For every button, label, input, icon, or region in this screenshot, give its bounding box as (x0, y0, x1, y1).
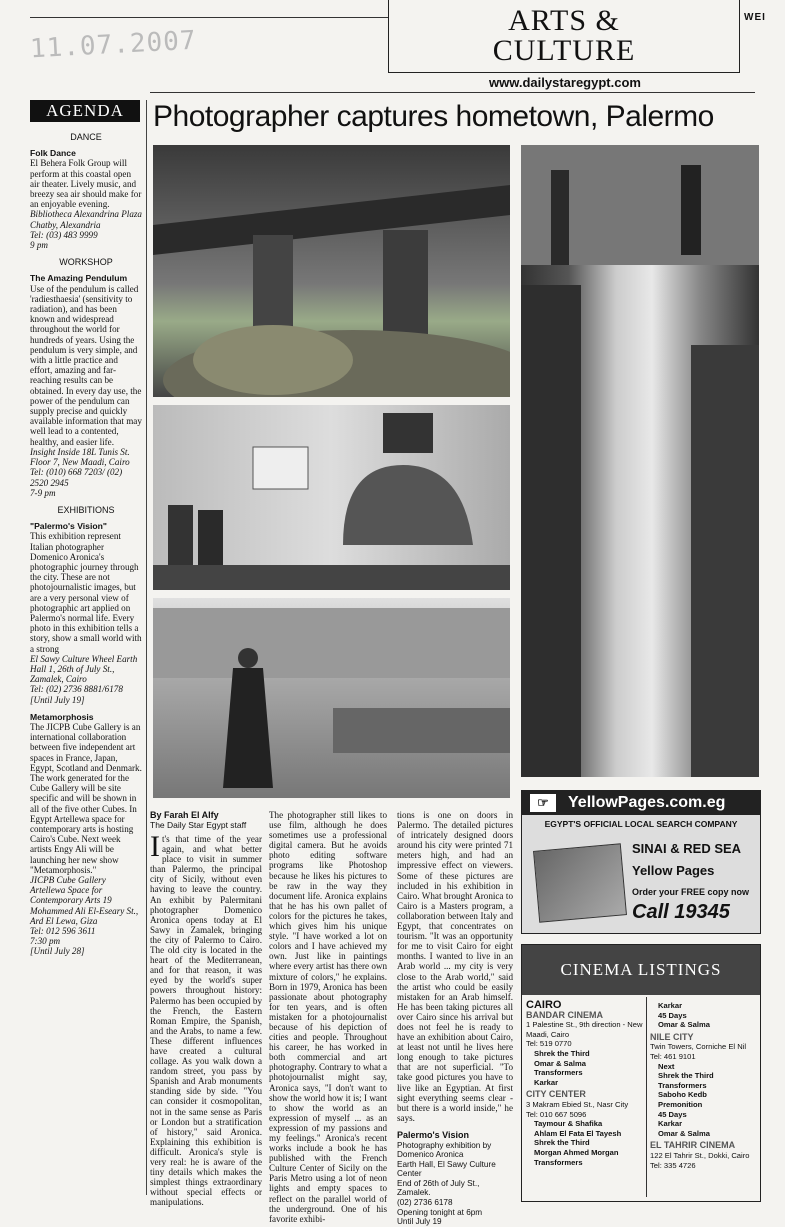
event-body: The JICPB Cube Gallery is an international collaboration between five independent art spaces in France, Japan, Egypt, Scotland and Denmark. The work generated for the Cube Gallery will be site specific and will be shown in all of the five other Cubes. In Egypt Artellewa space for contemporary arts is hosting Cairo's Cube. Next week artists Engy Ali will be launching her new show "Metamorphosis." (30, 721, 142, 875)
cinema-address: Twin Towers, Corniche El Nil (650, 1042, 747, 1052)
cinema-tel: Tel: 335 4726 (650, 1160, 696, 1170)
film-title: Next (658, 1061, 675, 1071)
byline-staff: The Daily Star Egypt staff (150, 820, 247, 830)
article-text: tions is one on doors in Palermo. The detailed pictures of intricately designed doors around his city were printed 71 meters high, and had an impressive effect on viewers. Some of these pictures are included in his exhibition in Cairo. What brought Aronica to Cairo is a Masters program, a collaboration between Italy and Egypt, that concentrates on tourism. "It was an opportunity for me to visit Cairo for eight months. I wanted to live in an Arab world ... my city is very close to the Arab world," said the artist who could be easily mistaken for an Arab himself. He has been taking pictures all over Cairo since his arrival but does not feel he is ready to have an exhibition about Cairo, at least not until he lives here long enough to take pictures that are not superficial. "To take good pictures you have to live like an Egyptian. At first sight everything seems clear - but there is a world inside," he says. (397, 810, 513, 1123)
film-title: Shrek the Third (658, 1071, 714, 1081)
photo-market (153, 145, 510, 397)
agenda-section-dance: DANCE (70, 132, 102, 142)
film-title: Premonition (658, 1099, 703, 1109)
article-column-2: The photographer still likes to use film, although he does sometimes use a professional digital camera. But he avoids photo editing software programs like Photoshop because he likes his pictures to be raw in the way they document life. Aronica explains that he has his own pallet of colors for the pictures he takes, which gives him his unique style. "I have worked a lot on colors and I have achieved my own. Just like in paintings where every artist has there own mixture of colors," he explains. Born in 1979, Aronica has been passionate about photography for ten years, and is often mistaken for a photojournalist because of his depiction of cities and people. Throughout his career, he has worked in both commercial and art photography. Contrary to what a photojournalist might say, Aronica says, "I don't want to show the world how it is; I want to show the world as an expression of myself ... as an expression of my passions and my feelings." Aronica's recent works include a book he has published with the French Culture Center of Sicily on the Paris Metro using a lot of neon lights and empty spaces to reflect on the parallel world of the underground. One of his favorite exhibi- (269, 810, 387, 1224)
article-column-1 (150, 830, 262, 1208)
ad-brand: Yellow Pages (632, 863, 715, 878)
film-title: Omar & Salma (658, 1128, 710, 1138)
event-venue: Bibliotheca Alexandrina Plaza Chatby, Alexandria (30, 209, 142, 230)
event-tel: Tel: 012 596 3611 (30, 926, 96, 937)
event-body: This exhibition represent Italian photographer Domenico Aronica's photographic journey through the city. These are not photojournalistic images, but are a very personal view of photographic art applied on Palermo's normal life. Every photo in this exhibition tells a story, show a small world with a strong (30, 531, 142, 654)
photo-reflection (521, 145, 759, 777)
article-column-3 (397, 810, 513, 1227)
film-title: Karkar (534, 1077, 559, 1087)
reflection-photo-graphic (521, 145, 759, 777)
photo-interior (153, 405, 510, 590)
info-line: End of 26th of July St., Zamalek. (397, 1178, 480, 1198)
column-divider (146, 100, 147, 1195)
film-title: Karkar (658, 1001, 683, 1010)
city-heading: CAIRO (526, 999, 562, 1011)
film-title: 45 Days (658, 1010, 687, 1020)
agenda-section-workshop: WORKSHOP (59, 257, 113, 268)
cinema-column-left (526, 1001, 644, 1167)
article-headline: Photographer captures hometown, Palermo (153, 100, 714, 133)
info-line: Domenico Aronica (397, 1150, 464, 1160)
byline (150, 810, 246, 830)
street-photo-graphic (153, 598, 510, 798)
info-title: Palermo's Vision (397, 1129, 470, 1140)
event-venue: JICPB Cube Gallery Artellewa Space for Contemporary Arts 19 Mohammed Ali El-Eseary St., Ard El Lewa, Giza (30, 875, 139, 926)
event-tel: Tel: (03) 483 9999 (30, 229, 98, 240)
agenda-column (30, 125, 142, 957)
yellowpages-book-graphic (533, 843, 627, 922)
event-body: Use of the pendulum is called 'radiesthaesia' (sensitivity to radiation), and has been known and widespread throughout the world for hundreds of years. Using the pendulum is very simple, and with a little practice and effort, amazing and far-reaching results can be obtained. In every day use, the power of the pendulum can supply precise and quickly available information that may well lead to a contented, healthy, and easier life. (30, 283, 142, 447)
ad-site: YellowPages.com.eg (522, 791, 760, 815)
event-venue: Insight Inside 18L Tunis St. Floor 7, New Maadi, Cairo (30, 446, 130, 468)
ad-region: SINAI & RED SEA (632, 841, 742, 856)
film-title: Shrek the Third (534, 1048, 590, 1058)
cinema-name: EL TAHRIR CINEMA (650, 1140, 736, 1151)
cinema-name: NILE CITY (650, 1031, 694, 1042)
cinema-address: 122 El Tahrir St., Dokki, Cairo (650, 1150, 750, 1160)
event-until: [Until July 19] (30, 694, 85, 705)
film-title: Taymour & Shafika (534, 1119, 603, 1129)
event-body: El Behera Folk Group will perform at this coastal open air theater. Lively music, and breezy sea air should make for an enjoyable evening. (30, 158, 142, 210)
film-title: Karkar (658, 1119, 683, 1129)
film-title: Transformers (534, 1157, 583, 1167)
section-masthead (388, 0, 740, 73)
handwritten-date: 11.07.2007 (29, 25, 198, 65)
film-title: Morgan Ahmed Morgan (534, 1147, 619, 1157)
agenda-title: AGENDA (30, 100, 140, 122)
walking-fingers-icon: ☞ (530, 794, 556, 812)
film-title: Shrek the Third (534, 1138, 590, 1148)
market-photo-graphic (153, 145, 510, 397)
film-title: Transformers (534, 1068, 583, 1078)
rule-top (30, 17, 388, 18)
event-title: Folk Dance (30, 148, 76, 159)
rule-header (150, 92, 755, 93)
film-title: Omar & Salma (534, 1058, 586, 1068)
event-time: 7:30 pm (30, 936, 61, 947)
masthead-line2: CULTURE (492, 34, 636, 67)
cinema-listings (521, 944, 761, 1202)
cinema-address: 1 Palestine St., 9th direction - New Maadi, Cairo (526, 1020, 643, 1039)
film-title: Saboho Kedb (658, 1090, 707, 1100)
event-title: The Amazing Pendulum (30, 273, 128, 284)
cinema-tel: Tel: 519 0770 (526, 1039, 572, 1049)
info-line: Until July 19 (397, 1217, 442, 1227)
film-title: Omar & Salma (658, 1020, 710, 1030)
info-line: Photography exhibition by (397, 1140, 492, 1150)
film-title: Transformers (658, 1080, 707, 1090)
article-text: t's that time of the year again, and what better place to visit in summer than Palermo, the principal city of Sicily, without even having to leave the country. An exhibit by Palermitani photographer Domenico Aronica opens today at El Sawy in Zamalek, bringing the city of Palermo to Cairo. The old city is located in the heart of the Mediterranean, and for that reason, it was eyed by the world's super powers throughout history: Palermo has been occupied by the French, the Eastern Roman Empire, the Spanish, and the Arabs, to name a few. These different influences have created a cultural collage. As you walk down a random street, you pass by Spanish and Arab monuments standing side by side. "You can consider it cosmopolitan, not in the same sense as Paris or London but a stratification of history," said Aronica. Explaining this exhibition is difficult. Aronica's style is very real: he is aware of the tiny details which makes the simplest things extraordinary without special effects or manipulations. (150, 834, 262, 1208)
film-title: Ahlam El Fata El Tayesh (534, 1128, 622, 1138)
photo-street-figure (153, 598, 510, 798)
drop-cap: I (150, 830, 160, 863)
event-tel: Tel: (010) 668 7203/ (02) 2520 2945 (30, 467, 123, 488)
interior-photo-graphic (153, 405, 510, 590)
event-venue: El Sawy Culture Wheel Earth Hall 1, 26th of July St., Zamalek, Cairo (30, 653, 138, 685)
masthead-line1: ARTS & (508, 4, 620, 37)
cinema-column-right (650, 1001, 758, 1170)
ad-order: Order your FREE copy now (632, 887, 750, 897)
event-time: 7-9 pm (30, 487, 56, 498)
event-title: "Palermo's Vision" (30, 521, 107, 532)
cinema-title: CINEMA LISTINGS (522, 945, 760, 995)
byline-author: By Farah El Alfy (150, 810, 219, 820)
cinema-name: BANDAR CINEMA (526, 1009, 603, 1020)
yellowpages-ad[interactable] (521, 790, 761, 934)
info-line: (02) 2736 6178 (397, 1198, 453, 1208)
cinema-tel: Tel: 010 667 5096 (526, 1109, 587, 1119)
ad-call: Call 19345 (632, 901, 730, 923)
event-time: 9 pm (30, 240, 48, 251)
site-url[interactable]: www.dailystaregypt.com (489, 75, 641, 90)
info-line: Opening tonight at 6pm (397, 1207, 483, 1217)
ad-tagline: EGYPT'S OFFICIAL LOCAL SEARCH COMPANY (544, 819, 738, 829)
event-tel: Tel: (02) 2736 8881/6178 (30, 684, 123, 695)
event-title: Metamorphosis (30, 711, 94, 722)
exhibition-info-box (397, 1131, 513, 1227)
film-title: 45 Days (658, 1109, 687, 1119)
cinema-name: CITY CENTER (526, 1089, 586, 1100)
cinema-divider (646, 997, 647, 1197)
cinema-tel: Tel: 461 9101 (650, 1051, 696, 1061)
page-corner-text: WEI (744, 12, 766, 23)
info-line: Earth Hall, El Sawy Culture Center (397, 1159, 496, 1179)
event-until: [Until July 28] (30, 946, 85, 957)
cinema-address: 3 Makram Ebied St., Nasr City (526, 1099, 629, 1109)
agenda-section-exhibitions: EXHIBITIONS (57, 504, 115, 515)
